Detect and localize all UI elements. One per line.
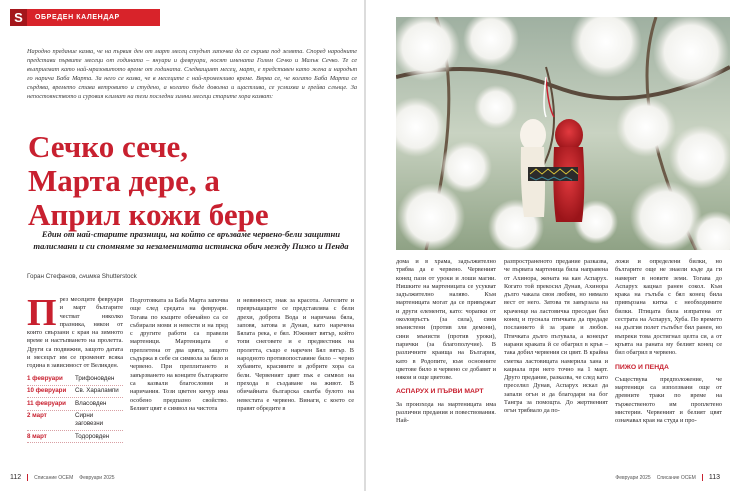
magazine-logo: S <box>10 9 27 26</box>
headline-line-2: Марта дере, а <box>28 163 220 198</box>
right-column-2 <box>504 258 608 416</box>
footer-divider <box>702 474 703 481</box>
holiday-name: Трифоновден <box>75 375 115 383</box>
right-column-1 <box>396 258 496 426</box>
byline <box>27 273 137 280</box>
headline-line-1: Сечко сече, <box>28 129 189 164</box>
page-number: 113 <box>708 474 720 481</box>
dropcap: П <box>27 292 57 334</box>
left-column-2 <box>130 297 228 413</box>
subsection-heading-pizho-penda: ПИЖО И ПЕНДА <box>615 363 669 371</box>
photo-illustration <box>396 17 730 250</box>
date-row <box>27 411 123 432</box>
author-name: Горан Стефанов, <box>27 273 78 280</box>
date-value: 11 февруари <box>27 399 66 407</box>
headline-line-3: Април кожи бере <box>28 197 269 232</box>
footer-left <box>10 474 115 481</box>
holiday-name: Св. Харалампи <box>75 387 119 395</box>
holiday-name: Сирни заговезни <box>75 412 104 428</box>
magazine-name: Списание ОСЕМ <box>656 474 696 481</box>
column-text: Съществува предположение, че мартеници са използвани още от древните траки по време на тържественото им проплетено мистерии. Червеният и белият цвят означавал края на студа и про- <box>615 375 722 425</box>
subsection-heading-asparuh: АСПАРУХ И ПЪРВИ МАРТ <box>396 388 484 396</box>
footer-divider <box>27 474 28 481</box>
left-column-3 <box>237 297 354 413</box>
date-row <box>27 431 123 443</box>
left-page <box>0 0 364 491</box>
martenitsa-photo <box>396 17 730 250</box>
column-text: и невинност, знак за красота. Ангелите и превръщащите се представлява с бели дрехи, доброта Вода и наричана бяла, заповя, затова и Дунав, като наречена Бялата река, е бял. Южният вятър, който топи снеговете и е предвестник на пролетта, също е наречен Бял вятър. В народното противопоставяне било – черно хубавите, красивите и добрите хора са бели. Червеният цвят пък е символ на прехода в създаване на живот. В обичайната българска сватба булото на невестата е червено. Винаги, с което се правят обредите в <box>237 297 354 412</box>
issue-date: Февруари 2025 <box>615 474 651 481</box>
holiday-name: Власовден <box>75 399 107 407</box>
section-tag <box>10 9 160 26</box>
date-value: 1 февруари <box>27 375 63 383</box>
left-column-1 <box>27 292 123 443</box>
column-text: Подготовката за Баба Марта започва още след средата на февруари. Тогава по къщите обичайно са се събирали моми и невести и на пред с другите работи са правели мартеници. Мартеницата е преплетена от два цвята, защото съдържа в себе си символа за бяло и червено. При преплитането и завързването на конците българките са казвали благословии и наричания. Този цветен кичур има особено предпазно свойство. Белият цвят е символ на чистота <box>130 297 228 412</box>
photo-credit: Shutterstock <box>101 273 137 280</box>
article-headline <box>28 130 358 232</box>
right-column-3 <box>615 258 722 426</box>
date-row <box>27 374 123 386</box>
date-value: 10 февруари <box>27 387 67 395</box>
intro-paragraph: Народно предание казва, че на първия ден от март месец студът започва да се скрива под земята. Според народните представи първите месеци от годината – януари и февруари, носят имената Голям Сечко и Малък Сечко. Те се възприемат като най-мразовитото време от годината. Следващият месец, март, е представен като жена и народът го нарича Баба Марта. За него се казва, че в месеците с най-променливо време. Вярва се, че когато Баба Марта се сърдява, времето става ветровито и студено, а когато бъде доволна и щастлива, се усмихва и грейва слънце. За непостоянството и суровия климат на тези последни зимни месеци старите хора казват: <box>27 48 357 100</box>
column-text: За произхода на мартеницата има различни предания и повествования. Най- <box>396 400 496 425</box>
date-row <box>27 386 123 398</box>
magazine-name: Списание ОСЕМ <box>34 474 74 481</box>
column-text: дома и в храма, задължително трябва да е червено. Червеният конец пази от уроки и лоши магии. Нишките на мартеницата се усукват задължително наляво. Към мартеницата могат да се привържат и други елементи, като: чорапки от околовръстъ (за сила), синя мънистени (против зли демони), сини мънисти (против уроки), парички (за благополучие). В различните краища на България, като в Родопите, към основните цветове било и червено се добавят и някои и още цветове. <box>396 258 496 382</box>
holiday-name: Тодоровден <box>75 432 110 440</box>
section-label: ОБРЕДЕН КАЛЕНДАР <box>35 14 120 21</box>
date-value: 2 март <box>27 412 47 420</box>
date-value: 8 март <box>27 432 47 440</box>
column-text: рез месеците февруари и март българите честват няколко празника, някои от които свързани с края на зимното време и настъпването на пролетта. Други са подвижни, защото датата и месецът им се променят всяка година в зависимост от Великден. <box>27 296 123 370</box>
footer-right <box>615 474 720 481</box>
column-text: ложи и определени билки, но българите още не знаели къде да ги намерят в новите земи. Тогава до Аспарух кацнал ранен сокол. Към крака на гълъба с бял конец била привързана китка с необходимите билки. Птицата била изпратена от сестрата на Аспарух, Хуба. По времето на дългия полет гълъбът бил ранен, но въпреки това достигнал целта си, а от кръвта на раната му белият конец се бил обагрил в червено. <box>615 258 722 357</box>
column-text: разпространеното предание разказва, че първата мартеница била направена от Ахинора, жената на кан Аспарух. Когато той прекосил Дунав, Ахинора дълго чакала своя любим, но нямало вест от него. Затова тя завързала на краченце на ластовичка преседан бял конец и пуснала птичката да предаде посланието й за зраве и любов. Птичката дълго пътувала, а конецът нарани краката й се обагрил в кръв – така добил червения си цвят. В крайна сметка ластовицата намерила хана и кацнала при него точно на 1 март. Друго предание, разказва, че след като преселил Дунав, Аспарух искал да запали огън и да благодари на бог Тангра за помощта. До жертвеният огън трябвало да по- <box>504 258 608 415</box>
article-subhead: Един от най-старите празници, на който се връзваме червено-бели защитни талисмани и си спомняме за незаменимата истинска обич между Пижо и Пенда <box>33 229 349 251</box>
issue-date: Февруари 2025 <box>79 474 115 481</box>
page-number: 112 <box>10 474 22 481</box>
holiday-dates-list <box>27 374 123 444</box>
date-row <box>27 398 123 410</box>
credit-label: снимка <box>79 273 101 280</box>
